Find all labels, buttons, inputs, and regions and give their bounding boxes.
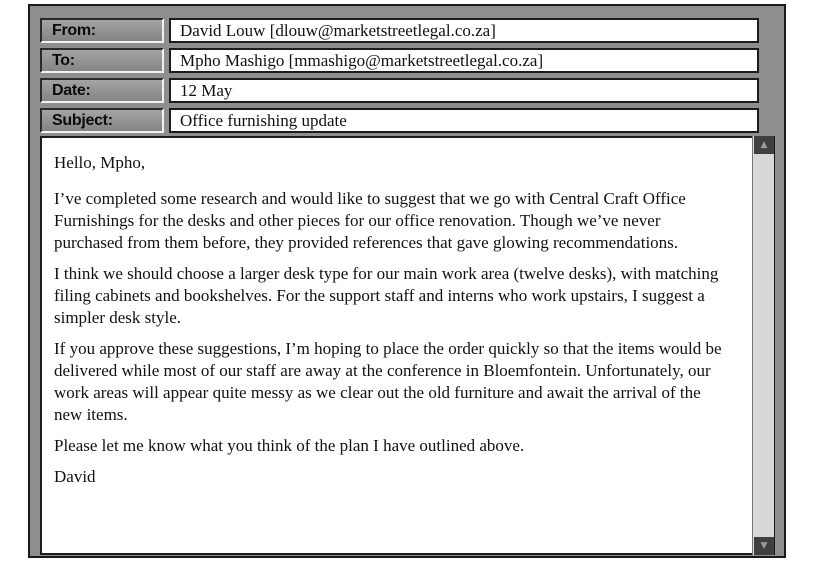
subject-field[interactable]: Office furnishing update bbox=[169, 108, 759, 133]
to-field[interactable]: Mpho Mashigo [mmashigo@marketstreetlegal.co.za] bbox=[169, 48, 759, 73]
triangle-up-icon: ▲ bbox=[760, 140, 768, 150]
triangle-down-icon: ▼ bbox=[760, 541, 768, 551]
email-window bbox=[28, 4, 786, 558]
from-field[interactable]: David Louw [dlouw@marketstreetlegal.co.za] bbox=[169, 18, 759, 43]
to-label: To: bbox=[40, 48, 164, 73]
scroll-up-button[interactable] bbox=[754, 136, 774, 154]
scroll-down-button[interactable] bbox=[754, 537, 774, 555]
vertical-scrollbar[interactable] bbox=[752, 136, 774, 555]
date-row bbox=[40, 78, 774, 103]
subject-row bbox=[40, 108, 774, 133]
body-paragraph: I’ve completed some research and would like to suggest that we go with Central Craft Office Furnishings for the desks and other pieces for our office renovation. Though we’ve never purchased from them before, they provided references that gave glowing recommendations. bbox=[54, 189, 686, 252]
body-paragraph: I think we should choose a larger desk type for our main work area (twelve desks), with matching filing cabinets and bookshelves. For the support staff and interns who work upstairs, I suggest a simpler desk style. bbox=[54, 264, 719, 327]
from-label: From: bbox=[40, 18, 164, 43]
subject-label: Subject: bbox=[40, 108, 164, 133]
date-field[interactable]: 12 May bbox=[169, 78, 759, 103]
message-body[interactable] bbox=[40, 136, 775, 555]
from-row bbox=[40, 18, 774, 43]
greeting-text: Hello, Mpho, bbox=[54, 153, 146, 172]
to-row bbox=[40, 48, 774, 73]
body-paragraph: If you approve these suggestions, I’m hoping to place the order quickly so that the items would be delivered while most of our staff are away at the conference in Bloemfontein. Unfortunately, our work areas will appear quite messy as we clear out the old furniture and await the arrival of the new items. bbox=[54, 339, 722, 424]
body-paragraph: Please let me know what you think of the plan I have outlined above. bbox=[54, 436, 525, 455]
date-label: Date: bbox=[40, 78, 164, 103]
signoff-text: David bbox=[54, 467, 96, 486]
